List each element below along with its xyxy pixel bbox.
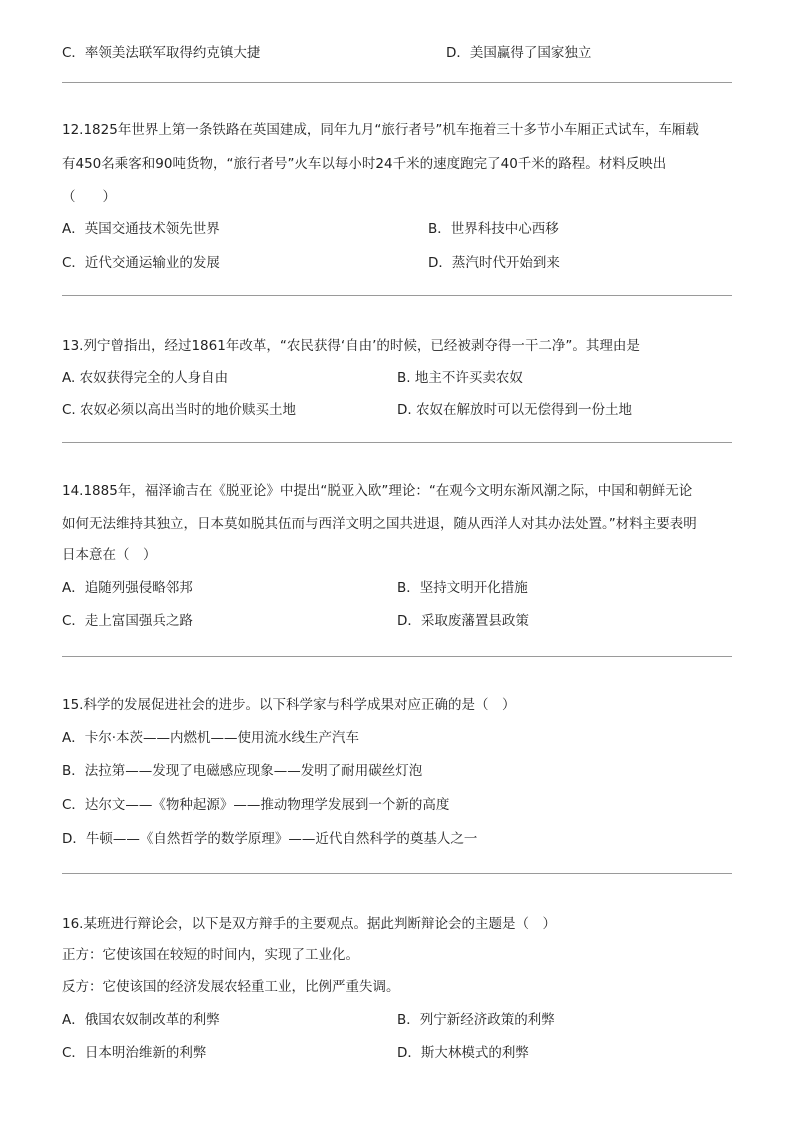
- q16-option-a: A．俄国农奴制改革的利弊: [62, 1012, 220, 1028]
- q14-stem-line-3: 日本意在（ ）: [62, 547, 157, 563]
- q16-option-b: B．列宁新经济政策的利弊: [397, 1012, 555, 1028]
- q15-option-d: D．牛顿——《自然哲学的数学原理》——近代自然科学的奠基人之一: [62, 831, 478, 847]
- q16-option-c: C．日本明治维新的利弊: [62, 1045, 207, 1061]
- q12-option-a: A．英国交通技术领先世界: [62, 221, 220, 237]
- q12-option-d: D．蒸汽时代开始到来: [428, 255, 560, 271]
- q14-option-a: A．追随列强侵略邻邦: [62, 580, 193, 596]
- divider: [62, 656, 732, 657]
- q12-option-c: C．近代交通运输业的发展: [62, 255, 220, 271]
- prev-option-d: D．美国赢得了国家独立: [446, 45, 592, 61]
- q16-stem-line-2: 正方：它使该国在较短的时间内，实现了工业化。: [62, 947, 359, 963]
- q13-option-a: A. 农奴获得完全的人身自由: [62, 370, 229, 386]
- q16-stem-line-3: 反方：它使该国的经济发展农轻重工业，比例严重失调。: [62, 979, 400, 995]
- q14-option-b: B．坚持文明开化措施: [397, 580, 528, 596]
- q14-option-d: D．采取废藩置县政策: [397, 613, 529, 629]
- q12-stem-line-2: 有450名乘客和90吨货物，“旅行者号”火车以每小时24千米的速度跑完了40千米的路程。材料反映出: [62, 156, 667, 172]
- q14-option-c: C．走上富国强兵之路: [62, 613, 193, 629]
- divider: [62, 873, 732, 874]
- divider: [62, 82, 732, 83]
- q13-option-c: C. 农奴必须以高出当时的地价赎买土地: [62, 402, 297, 418]
- q13-stem-line-1: 13.列宁曾指出，经过1861年改革，“农民获得‘自由’的时候，已经被剥夺得一干二净”。其理由是: [62, 338, 640, 354]
- q15-option-b: B．法拉第——发现了电磁感应现象——发明了耐用碳丝灯泡: [62, 763, 423, 779]
- q16-stem-line-1: 16.某班进行辩论会，以下是双方辩手的主要观点。据此判断辩论会的主题是（ ）: [62, 916, 556, 932]
- q13-option-d: D. 农奴在解放时可以无偿得到一份土地: [397, 402, 632, 418]
- q14-stem-line-1: 14.1885年，福泽谕吉在《脱亚论》中提出“脱亚入欧”理论：“在观今文明东渐风潮之际，中国和朝鲜无论: [62, 483, 693, 499]
- q14-stem-line-2: 如何无法维持其独立，日本莫如脱其伍而与西洋文明之国共进退，随从西洋人对其办法处置。”材料主要表明: [62, 516, 697, 532]
- q13-option-b: B. 地主不许买卖农奴: [397, 370, 523, 386]
- q12-stem-line-1: 12.1825年世界上第一条铁路在英国建成，同年九月“旅行者号”机车拖着三十多节小车厢正式试车，车厢载: [62, 122, 699, 138]
- q16-option-d: D．斯大林模式的利弊: [397, 1045, 529, 1061]
- divider: [62, 442, 732, 443]
- q15-stem-line-1: 15.科学的发展促进社会的进步。以下科学家与科学成果对应正确的是（ ）: [62, 697, 516, 713]
- prev-option-c: C．率领美法联军取得约克镇大捷: [62, 45, 261, 61]
- divider: [62, 295, 732, 296]
- q12-option-b: B．世界科技中心西移: [428, 221, 559, 237]
- q12-stem-line-3: （ ）: [62, 189, 116, 205]
- q15-option-c: C．达尔文——《物种起源》——推动物理学发展到一个新的高度: [62, 797, 450, 813]
- q15-option-a: A．卡尔·本茨——内燃机——使用流水线生产汽车: [62, 730, 360, 746]
